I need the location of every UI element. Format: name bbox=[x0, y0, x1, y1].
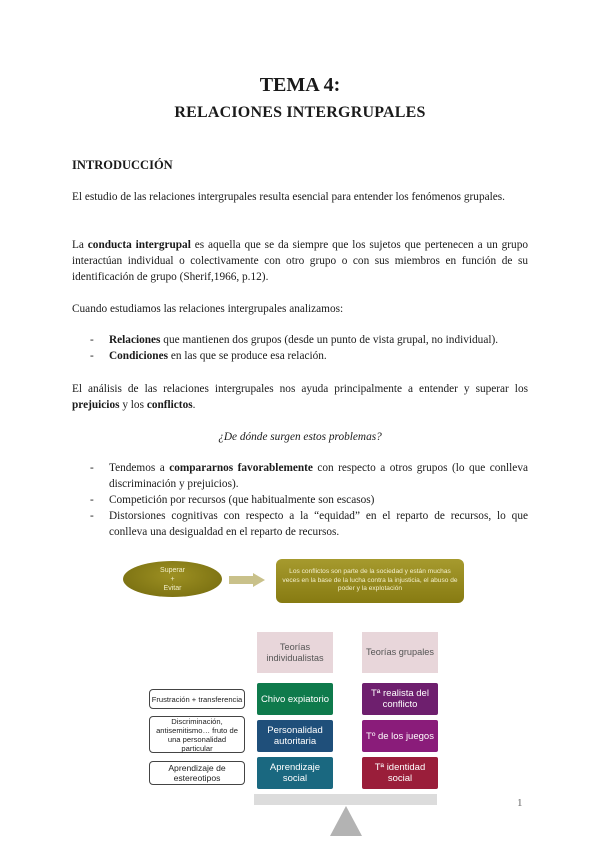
ellipse-line: Superar bbox=[160, 566, 185, 574]
document-title: TEMA 4: bbox=[259, 74, 341, 96]
prejudice-bold: prejuicios bbox=[72, 399, 120, 411]
paragraph-analysis: Cuando estudiamos las relaciones intergrupales analizamos: bbox=[72, 303, 344, 315]
list-item: - Competición por recursos (que habitualmente son escasos) bbox=[90, 494, 375, 506]
tile-chivo-expiatorio: Chivo expiatorio bbox=[257, 683, 333, 715]
ellipse-line: Evitar bbox=[163, 584, 182, 592]
causes-list bbox=[72, 460, 528, 540]
conflict-description-box: Los conflictos son parte de la sociedad y están muchas veces en la base de la lucha contra la injusticia, el abuso de poder y la explotación bbox=[276, 559, 464, 603]
list-item: - Tendemos a compararnos favorablemente con respecto a otros grupos (lo que conlleva discriminación y prejuicios). bbox=[90, 462, 528, 490]
paragraph-intro: El estudio de las relaciones intergrupales resulta esencial para entender los fenómenos grupales. bbox=[72, 191, 505, 203]
superar-evitar-ellipse bbox=[123, 561, 222, 597]
list-item-text: que mantienen dos grupos (desde un punto de vista grupal, no individual). bbox=[160, 334, 499, 346]
tile-personalidad-autoritaria: Personalidad autoritaria bbox=[257, 720, 333, 752]
list-item-text: con respecto a otros grupos (lo que conlleva discriminación y prejuicios). bbox=[109, 462, 528, 490]
list-item-text: Distorsiones cognitivas con respecto a la “equidad” en el reparto de recursos, lo que conlleva una desigualdad en el reparto de recursos. bbox=[109, 510, 528, 538]
list-item-bold: Relaciones bbox=[109, 334, 161, 346]
list-item-text: en las que se produce esa relación. bbox=[168, 350, 327, 362]
tile-realista-conflicto: Tª realista del conflicto bbox=[362, 683, 438, 715]
header-individualist-theories: Teorías individualistas bbox=[257, 632, 333, 673]
prejudice-pre: El análisis de las relaciones intergrupales nos ayuda principalmente a entender y superar los bbox=[72, 383, 528, 395]
list-item-text: Competición por recursos (que habitualmente son escasos) bbox=[109, 494, 375, 506]
balance-fulcrum-icon bbox=[330, 806, 362, 836]
paragraph-prejudice bbox=[72, 381, 528, 413]
list-item-bold: compararnos favorablemente bbox=[169, 462, 313, 474]
label-discriminacion: Discriminación, antisemitismo… fruto de una personalidad particular bbox=[149, 716, 245, 753]
definition-post: es aquella que se da siempre que los sujetos que pertenecen a un grupo interactúan individual o colectivamente con otro grupo o con sus miembros en función de su identificación de grupo (Sherif,1966, p.12). bbox=[72, 239, 528, 283]
tile-aprendizaje-social: Aprendizaje social bbox=[257, 757, 333, 789]
definition-term: conducta intergrupal bbox=[87, 239, 191, 251]
prejudice-post: . bbox=[192, 399, 196, 411]
right-arrow-icon bbox=[229, 573, 265, 587]
analysis-list bbox=[72, 332, 528, 364]
prejudice-mid: y los bbox=[119, 399, 147, 411]
question-line: ¿De dónde surgen estos problemas? bbox=[218, 431, 382, 443]
balance-beam bbox=[254, 794, 437, 805]
label-estereotipos: Aprendizaje de estereotipos bbox=[149, 761, 245, 785]
label-frustracion: Frustración + transferencia bbox=[149, 689, 245, 709]
list-item: - Relaciones que mantienen dos grupos (desde un punto de vista grupal, no individual). bbox=[90, 334, 499, 346]
list-item: - Condiciones en las que se produce esa relación. bbox=[90, 350, 327, 362]
ellipse-line: + bbox=[170, 575, 175, 583]
section-heading: INTRODUCCIÓN bbox=[72, 158, 173, 172]
tile-teoria-juegos: Tº de los juegos bbox=[362, 720, 438, 752]
list-item-bold: Condiciones bbox=[109, 350, 169, 362]
document-subtitle: RELACIONES INTERGRUPALES bbox=[174, 104, 426, 121]
list-item: - Distorsiones cognitivas con respecto a la “equidad” en el reparto de recursos, lo que conlleva una desigualdad en el reparto de recursos. bbox=[90, 510, 528, 538]
paragraph-definition bbox=[72, 237, 528, 285]
page-number: 1 bbox=[517, 797, 523, 809]
header-group-theories: Teorías grupales bbox=[362, 632, 438, 673]
conflict-bold: conflictos bbox=[146, 399, 193, 411]
definition-pre: La bbox=[72, 239, 88, 251]
list-item-text: Tendemos a bbox=[109, 462, 170, 474]
tile-identidad-social: Tª identidad social bbox=[362, 757, 438, 789]
